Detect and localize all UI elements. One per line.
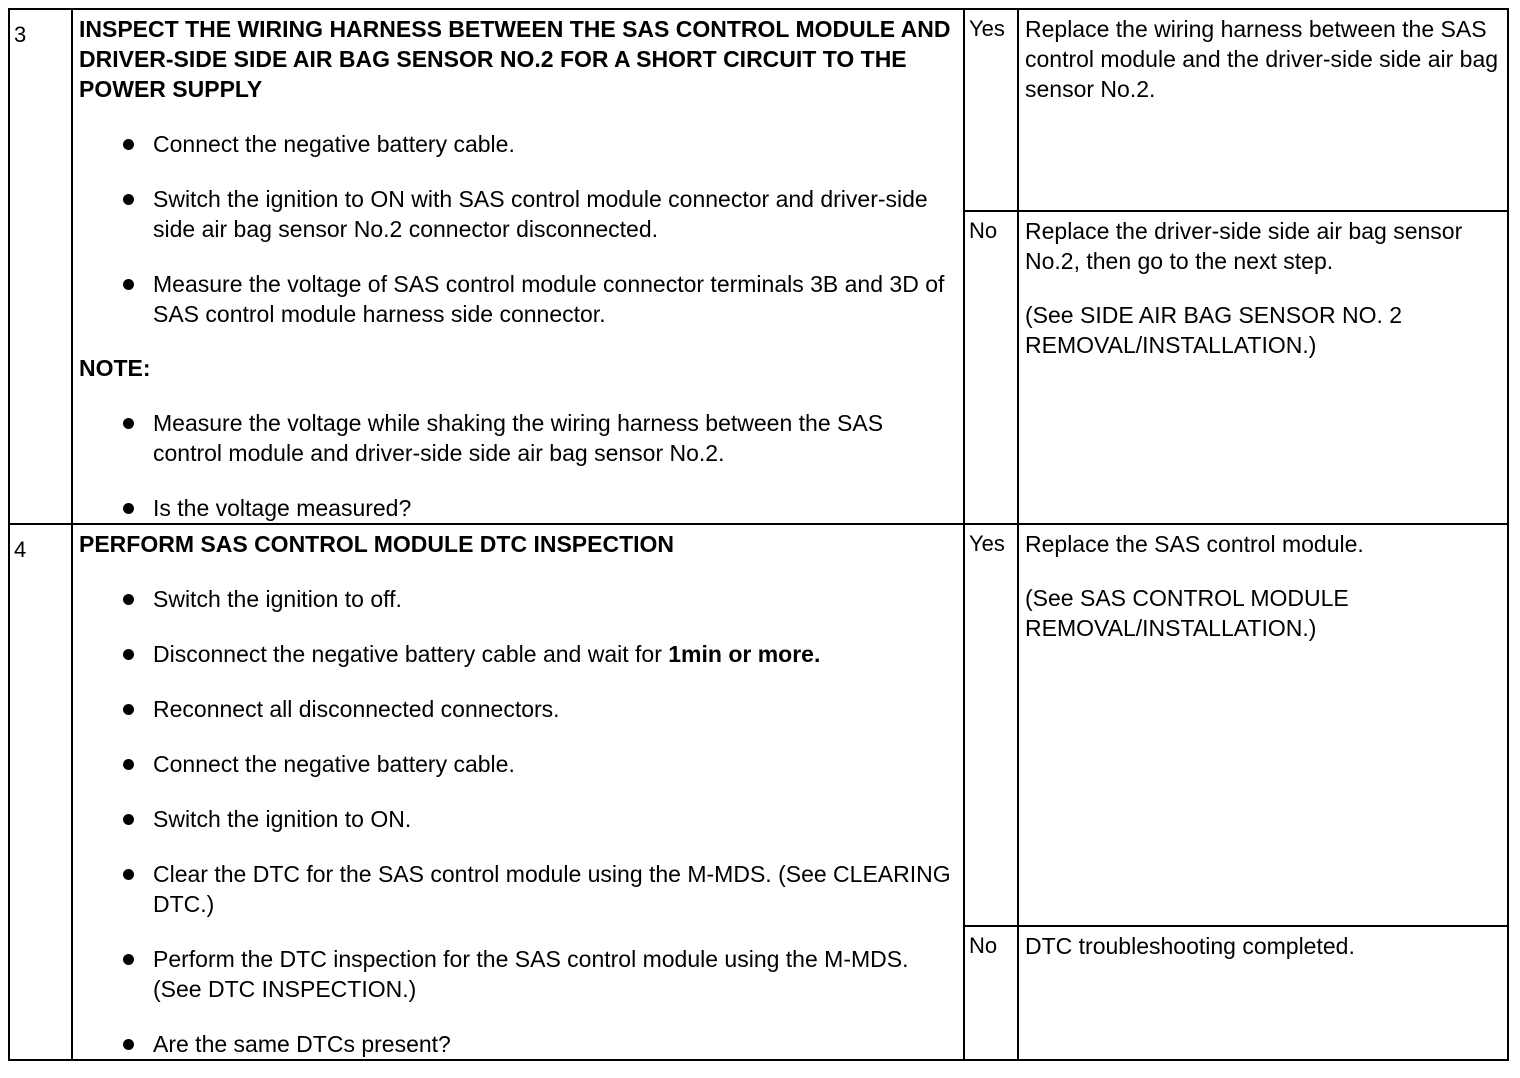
step-3-no-label-cell (964, 211, 1018, 524)
step-3-action-cell (72, 9, 964, 524)
list-item: Connect the negative battery cable. (153, 129, 953, 159)
bullet-icon (123, 594, 134, 605)
step-4-yes-result-cell (1018, 524, 1508, 926)
step-3-note-list (79, 408, 953, 523)
bullet-icon (123, 869, 134, 880)
list-item: Clear the DTC for the SAS control module using the M-MDS. (See CLEARING DTC.) (153, 859, 953, 919)
list-item: Is the voltage measured? (153, 493, 953, 523)
step-3-no-result-cell (1018, 211, 1508, 524)
list-item: Measure the voltage while shaking the wiring harness between the SAS control module and driver-side side air bag sensor No.2. (153, 408, 953, 468)
step-heading: PERFORM SAS CONTROL MODULE DTC INSPECTION (79, 531, 675, 557)
step-number: 4 (14, 537, 27, 562)
list-item: Perform the DTC inspection for the SAS control module using the M-MDS. (See DTC INSPECTION.) (153, 944, 953, 1004)
list-item: Disconnect the negative battery cable and wait for 1min or more. (153, 639, 953, 669)
yes-result: Replace the SAS control module. (1025, 531, 1364, 557)
step-3-yes-label-cell (964, 9, 1018, 211)
bullet-icon (123, 704, 134, 715)
bullet-icon (123, 279, 134, 290)
step-4-number-cell (9, 524, 72, 1060)
step-4-bullet-list (79, 584, 953, 1059)
list-item: Measure the voltage of SAS control module connector terminals 3B and 3D of SAS control module harness side connector. (153, 269, 953, 329)
bullet-icon (123, 418, 134, 429)
bullet-icon (123, 814, 134, 825)
bullet-icon (123, 1039, 134, 1050)
step-number: 3 (14, 22, 27, 47)
step-3-bullet-list (79, 129, 953, 329)
list-item: Switch the ignition to ON with SAS control module connector and driver-side side air bag sensor No.2 connector disconnected. (153, 184, 953, 244)
step-heading: INSPECT THE WIRING HARNESS BETWEEN THE SAS CONTROL MODULE AND DRIVER-SIDE SIDE AIR BAG SENSOR NO.2 FOR A SHORT CIRCUIT TO THE POWER SUPPLY (79, 16, 951, 102)
yes-reference: (See SAS CONTROL MODULE REMOVAL/INSTALLATION.) (1025, 585, 1349, 641)
wait-time: 1min or more. (668, 641, 821, 667)
list-item: Connect the negative battery cable. (153, 749, 953, 779)
step-3-row-yes (9, 9, 1508, 211)
list-item: Switch the ignition to off. (153, 584, 953, 614)
no-result: DTC troubleshooting completed. (1025, 933, 1355, 959)
bullet-icon (123, 649, 134, 660)
yes-label: Yes (969, 16, 1005, 41)
step-4-yes-label-cell (964, 524, 1018, 926)
bullet-icon (123, 503, 134, 514)
list-item: Reconnect all disconnected connectors. (153, 694, 953, 724)
step-4-no-result-cell (1018, 926, 1508, 1060)
step-4-action-cell (72, 524, 964, 1060)
yes-label: Yes (969, 531, 1005, 556)
no-reference: (See SIDE AIR BAG SENSOR NO. 2 REMOVAL/INSTALLATION.) (1025, 302, 1403, 359)
no-result: Replace the driver-side side air bag sensor No.2, then go to the next step. (1025, 218, 1463, 275)
no-label: No (969, 218, 998, 244)
bullet-icon (123, 759, 134, 770)
step-4-row-yes (9, 524, 1508, 926)
diagnostic-procedure-table (8, 8, 1509, 1061)
bullet-icon (123, 954, 134, 965)
step-3-yes-result-cell (1018, 9, 1508, 211)
bullet-icon (123, 194, 134, 205)
step-3-number-cell (9, 9, 72, 524)
no-label: No (969, 933, 998, 958)
list-item: Are the same DTCs present? (153, 1029, 953, 1059)
note-label: NOTE: (79, 355, 151, 381)
list-item: Switch the ignition to ON. (153, 804, 953, 834)
step-4-no-label-cell (964, 926, 1018, 1060)
bullet-icon (123, 139, 134, 150)
yes-result: Replace the wiring harness between the SAS control module and the driver-side side air bag sensor No.2. (1025, 16, 1499, 102)
